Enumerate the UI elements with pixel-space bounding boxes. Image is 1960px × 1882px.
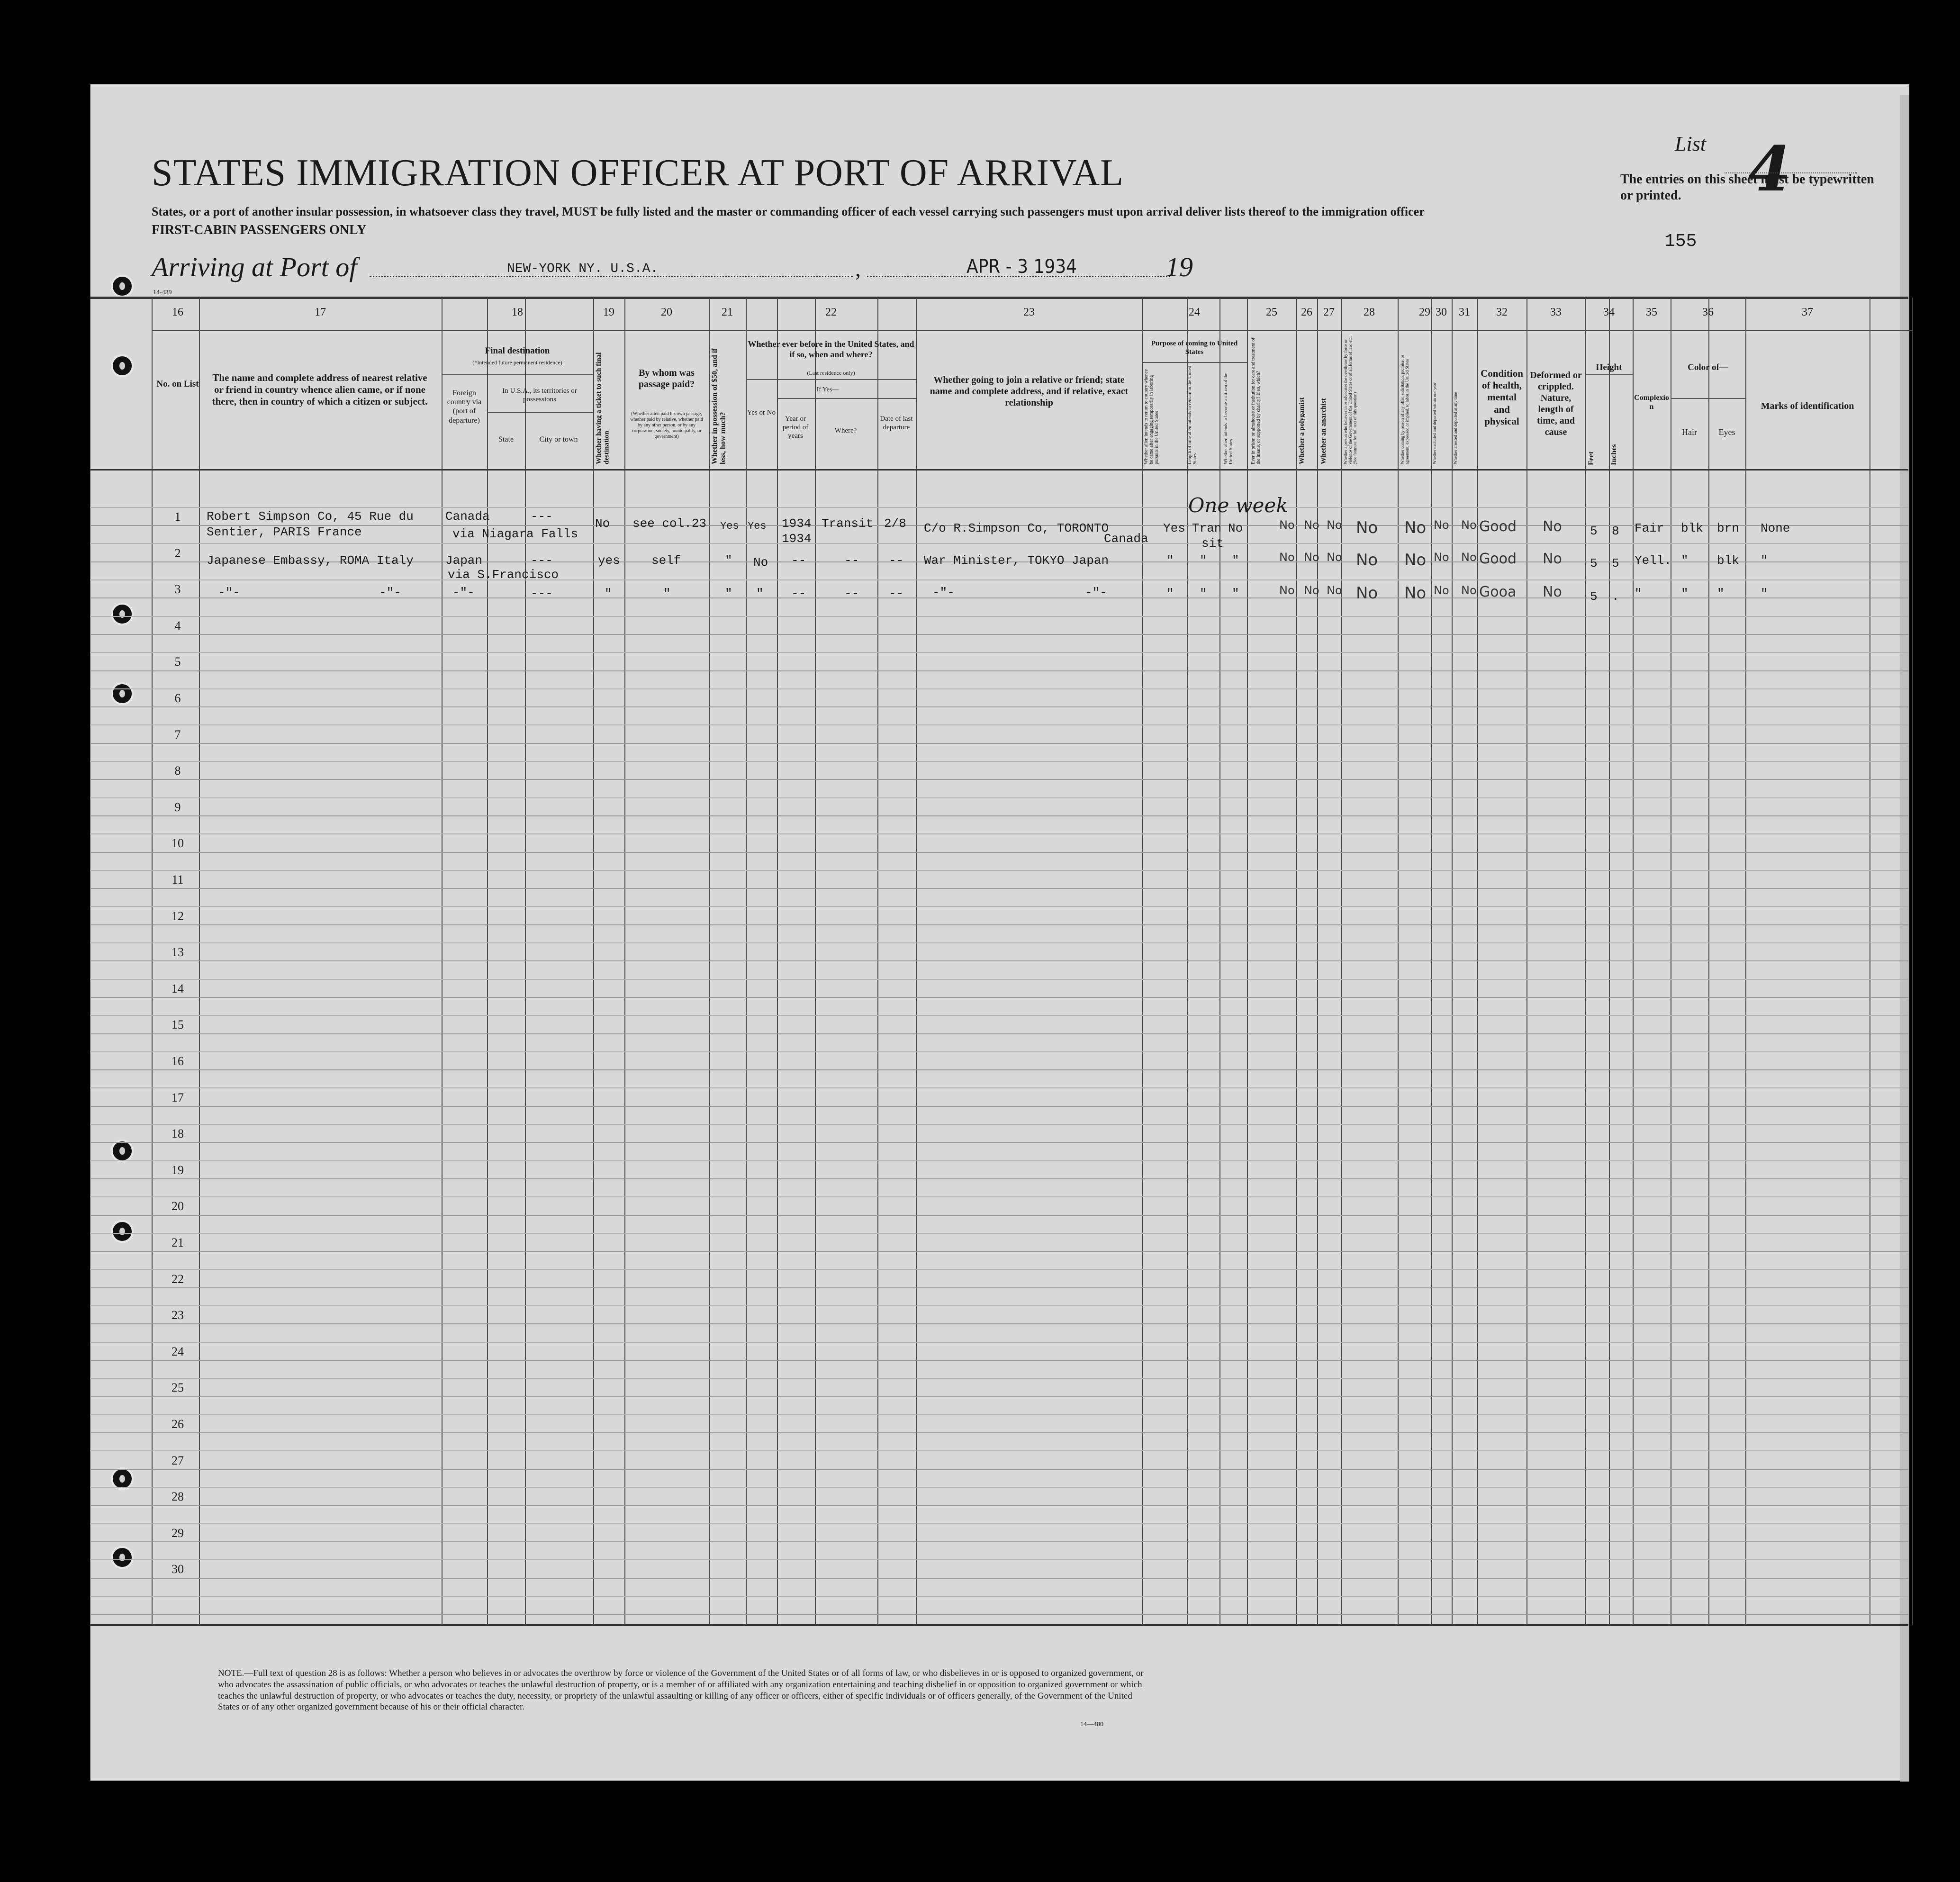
header-final-destination-note: (*Intended future permanent residence) <box>472 359 562 366</box>
row3-relative: -"- <box>218 586 240 600</box>
row-rule <box>90 960 1908 961</box>
row-rule <box>90 543 1908 544</box>
subheader-rule <box>1142 362 1247 363</box>
header-state: State <box>498 435 514 443</box>
row3-health: Gooa <box>1479 584 1517 600</box>
colnum: 28 <box>1364 306 1375 318</box>
header-feet: Feet <box>1587 451 1595 465</box>
date-stamp: APR - 3 1934 <box>966 256 1077 278</box>
row2-where: -- <box>844 553 859 568</box>
row-rule <box>90 1323 1908 1324</box>
row1-c27: No <box>1327 518 1342 532</box>
row-rule <box>90 634 1908 635</box>
row1-hair: blk <box>1681 521 1703 535</box>
row-number: 2 <box>174 546 181 560</box>
row2-foreign: Japan <box>445 553 483 568</box>
row-number: 14 <box>172 981 184 995</box>
subheader-rule <box>746 379 916 380</box>
header-anarchist: Whether an anarchist <box>1320 398 1328 464</box>
row-rule <box>90 870 1908 871</box>
row1-join: C/o R.Simpson Co, TORONTO <box>924 521 1109 535</box>
row-number: 15 <box>172 1018 184 1032</box>
row-number: 19 <box>172 1163 184 1177</box>
header-join-relative: Whether going to join a relative or friend; state name and complete address, and if relative, exact relationship <box>930 375 1129 408</box>
row2-passage: self <box>651 553 681 568</box>
binder-hole <box>111 603 134 625</box>
row1-c31: No <box>1461 518 1477 532</box>
row-rule <box>90 652 1908 653</box>
header-complexion: Complexion <box>1634 394 1669 411</box>
list-number: 4 <box>1748 133 1791 205</box>
row-rule <box>90 579 1908 580</box>
row-number: 8 <box>174 764 181 778</box>
passenger-class: FIRST-CABIN PASSENGERS ONLY <box>152 223 367 237</box>
row1-c25: No <box>1279 518 1295 532</box>
row2-eyes: blk <box>1717 553 1739 568</box>
row-rule <box>90 1360 1908 1361</box>
row3-money: " <box>725 587 732 601</box>
header-arrested: Whether arrested and deported at any time <box>1453 392 1458 464</box>
row1-relative-line2: Sentier, PARIS France <box>207 525 362 539</box>
colnum: 30 <box>1436 306 1447 318</box>
row-rule <box>90 1033 1908 1034</box>
row2-health: Good <box>1479 551 1517 567</box>
row-rule <box>90 616 1908 617</box>
binder-hole <box>111 354 134 377</box>
row-rule <box>90 1414 1908 1415</box>
header-deformed: Deformed or crippled. Nature, length of time, and cause <box>1530 370 1582 437</box>
header-purpose-citizen: Whether alien intends to become a citizen of the United States <box>1223 372 1234 464</box>
row1-purpose-handwritten: One week <box>1188 494 1288 517</box>
row1-eyes: brn <box>1717 521 1739 535</box>
header-eyes: Eyes <box>1718 427 1735 437</box>
header-bottom-rule <box>90 469 1908 470</box>
row-number: 18 <box>172 1127 184 1141</box>
row3-purpose-citizen: " <box>1232 587 1239 601</box>
row3-ticket: " <box>605 587 612 601</box>
row3-join-ditto: -"- <box>1085 586 1107 600</box>
row-rule <box>90 1106 1908 1107</box>
row-number: 29 <box>172 1526 184 1540</box>
page-number: 155 <box>1664 231 1697 252</box>
row-rule <box>90 979 1908 980</box>
row-number: 1 <box>174 510 181 524</box>
row3-purpose-return: " <box>1166 587 1174 601</box>
row-rule <box>90 670 1908 671</box>
row-rule <box>90 942 1908 943</box>
row3-year: -- <box>791 587 806 601</box>
colnum: 20 <box>661 306 672 318</box>
row1-inches: 8 <box>1612 524 1619 538</box>
row2-c29: No <box>1404 551 1427 570</box>
row2-complexion: Yell. <box>1635 553 1672 568</box>
row2-c25: No <box>1279 551 1295 564</box>
row-number: 11 <box>172 873 184 887</box>
row-number: 17 <box>172 1090 184 1104</box>
list-label: List <box>1675 132 1707 155</box>
table-top-rule <box>90 297 1908 299</box>
header-year: Year or period of years <box>782 415 809 440</box>
row-rule <box>90 1559 1908 1560</box>
row-rule <box>90 1578 1908 1579</box>
row-rule <box>90 1541 1908 1542</box>
row1-marks: None <box>1761 521 1790 535</box>
row-rule <box>90 1269 1908 1270</box>
header-passage-note: (Whether alien paid his own passage, whether paid by relative, whether paid by any other person, or by any corporation, society, municipality, or government) <box>630 411 703 439</box>
colnum: 31 <box>1459 306 1470 318</box>
row-number: 30 <box>172 1562 184 1576</box>
row3-join: -"- <box>932 586 955 600</box>
header-ticket: Whether having a ticket to such final destination <box>595 352 611 464</box>
row1-join-line2: Canada <box>1104 532 1148 546</box>
header-city: City or town <box>539 435 578 443</box>
row-number: 22 <box>172 1272 184 1286</box>
header-overthrow: Whether a person who believes in or advocates the overthrow by force or violence of the Government of the United States or of all forms of law, etc. (See footnote for full text of this question) <box>1343 336 1357 464</box>
header-labor-offer: Whether coming by reason of any offer, solicitation, promise, or agreement, expressed or implied, to labor in the United States <box>1400 354 1409 464</box>
page-subtitle: States, or a port of another insular possession, in whatsoever class they travel, MUST be fully listed and the master or commanding officer of each vessel carrying such passengers must upon arrival deliver lists thereof to the immigration officer <box>152 205 1425 218</box>
row-number: 26 <box>172 1417 184 1431</box>
row3-eyes: " <box>1717 587 1725 601</box>
colnum: 34 <box>1603 306 1615 318</box>
row2-feet: 5 <box>1590 556 1598 570</box>
header-money: Whether in possession of $50, and if less, how much? <box>711 348 727 464</box>
row-rule <box>90 761 1908 762</box>
row-rule <box>90 1287 1908 1288</box>
row-rule <box>90 1124 1908 1125</box>
row-number: 6 <box>174 691 181 705</box>
row-rule <box>90 1051 1908 1052</box>
column-divider <box>1912 298 1913 1625</box>
colnum: 18 <box>512 306 523 318</box>
row1-year: 1934 <box>782 516 812 531</box>
row3-city: --- <box>531 587 553 601</box>
header-purpose-return: Whether alien intends to return to country whence he came after engaging temporarily in laboring pursuits in the United States <box>1144 369 1159 464</box>
row2-c30: No <box>1434 551 1449 564</box>
footnote: NOTE.—Full text of question 28 is as follows: Whether a person who believes in or advocates the overthrow by force or violence of the Government of the United States or of all forms of law, or who disbelieves in or is opposed to organized government, or who advocates the assassination of public officials, or who advocates or teaches the unlawful destruction of property, or is a member of or affiliated with any organization entertaining and teaching disbelief in or opposition to organized government or which teaches the unlawful destruction of property, or who advocates or teaches the duty, necessity, or propriety of the unlawful assaulting or killing of any officer or officers, either of specific individuals or of officers generally, of the Government of the United States or of any other organized government because of his or their official character. <box>218 1668 1144 1712</box>
row1-purpose-return: Yes <box>1163 521 1185 535</box>
header-no-on-list: No. on List <box>156 379 199 389</box>
year-prefix: 19 <box>1165 252 1193 282</box>
row1-purpose-length-line2: sit <box>1201 536 1224 551</box>
row-rule <box>90 706 1908 707</box>
row2-marks: " <box>1761 553 1768 568</box>
row-rule <box>90 1196 1908 1197</box>
colnum: 27 <box>1323 306 1335 318</box>
row-rule <box>90 1087 1908 1088</box>
subheader-rule <box>442 374 593 375</box>
row1-c30: No <box>1434 518 1449 532</box>
subheader-rule <box>1671 398 1745 399</box>
row-rule <box>90 1396 1908 1397</box>
row3-deformed: No <box>1543 584 1562 600</box>
row-rule <box>90 1215 1908 1216</box>
row-rule <box>90 1614 1908 1615</box>
row-rule <box>90 833 1908 834</box>
header-marks: Marks of identification <box>1761 401 1854 411</box>
row-number: 23 <box>172 1308 184 1322</box>
row2-ticket: yes <box>598 553 620 568</box>
header-hair: Hair <box>1682 427 1697 437</box>
row3-before: " <box>756 587 764 601</box>
row1-c26: No <box>1304 518 1319 532</box>
row-rule <box>90 688 1908 689</box>
row-rule <box>90 743 1908 744</box>
row2-purpose-length: " <box>1200 553 1207 568</box>
row-rule <box>90 1432 1908 1433</box>
row-rule <box>90 1178 1908 1179</box>
row3-c26: No <box>1304 584 1319 597</box>
row2-money: " <box>725 553 732 568</box>
row-number: 7 <box>174 727 181 742</box>
row-number: 4 <box>174 618 181 633</box>
row2-inches: 5 <box>1612 556 1619 570</box>
page-title: STATES IMMIGRATION OFFICER AT PORT OF ARRIVAL <box>152 152 1124 194</box>
row-rule <box>90 1015 1908 1016</box>
row-number: 16 <box>172 1054 184 1068</box>
row1-year-line2: 1934 <box>782 532 812 546</box>
row3-complexion: " <box>1635 587 1642 601</box>
row1-health: Good <box>1479 518 1517 535</box>
row3-marks: " <box>1761 587 1768 601</box>
colnum: 21 <box>722 306 733 318</box>
row3-hair: " <box>1681 587 1689 601</box>
colnum: 29 <box>1419 306 1430 318</box>
row-number: 5 <box>174 655 181 669</box>
header-passage-paid: By whom was passage paid? <box>638 368 695 389</box>
row1-ticket: No <box>595 516 610 531</box>
footer-code: 14—480 <box>1080 1721 1103 1728</box>
row1-c28: No <box>1356 518 1378 537</box>
row2-year: -- <box>791 553 806 568</box>
row-number: 3 <box>174 582 181 597</box>
row1-purpose-length: Tran <box>1192 521 1222 535</box>
colnum: 23 <box>1023 306 1035 318</box>
colnum-rule <box>152 330 1912 331</box>
row-rule <box>90 906 1908 907</box>
row1-c29: No <box>1404 518 1427 537</box>
row2-purpose-return: " <box>1166 553 1174 568</box>
subheader-rule <box>487 412 593 413</box>
row2-c31: No <box>1461 551 1477 564</box>
row-number: 20 <box>172 1199 184 1213</box>
row3-inches: . <box>1612 589 1619 604</box>
header-yes-no: Yes or No <box>747 409 776 416</box>
header-in-usa: In U.S.A., its territories or possessions <box>502 387 577 403</box>
row3-c29: No <box>1404 584 1427 603</box>
row-rule <box>90 1069 1908 1070</box>
row1-foreign: Canada <box>445 509 490 524</box>
row2-join: War Minister, TOKYO Japan <box>924 553 1109 568</box>
subheader-rule <box>1585 374 1633 375</box>
row-rule <box>90 888 1908 889</box>
row-rule <box>90 997 1908 998</box>
row-rule <box>90 1305 1908 1306</box>
row2-purpose-citizen: " <box>1232 553 1239 568</box>
header-health: Condition of health, mental and physical <box>1481 368 1523 427</box>
typewritten-instruction: The entries on this sheet must be typewritten or printed. <box>1620 172 1874 203</box>
row1-where: Transit <box>822 516 874 531</box>
row2-deformed: No <box>1543 551 1562 567</box>
row2-hair: " <box>1681 553 1689 568</box>
row2-c27: No <box>1327 551 1342 564</box>
row-rule <box>90 724 1908 725</box>
row2-c26: No <box>1304 551 1319 564</box>
header-polygamist: Whether a polygamist <box>1298 397 1306 464</box>
colnum: 33 <box>1550 306 1562 318</box>
header-foreign-country: Foreign country via (port of departure) <box>447 389 482 425</box>
binder-hole <box>111 1546 134 1569</box>
row1-money: Yes <box>720 520 739 532</box>
row1-departure: 2/8 <box>884 516 906 531</box>
port-value: NEW-YORK NY. U.S.A. <box>507 262 659 276</box>
header-prison: Ever in prison or almshouse or institution for care and treatment of the insane, or supported by charity? If so, which? <box>1251 337 1261 464</box>
row-number: 28 <box>172 1490 184 1504</box>
row3-c31: No <box>1461 584 1477 597</box>
row3-passage: " <box>663 587 671 601</box>
colnum: 26 <box>1301 306 1312 318</box>
row-rule <box>90 1251 1908 1252</box>
binder-hole <box>111 682 134 705</box>
manifest-sheet <box>90 84 1909 1781</box>
row3-c25: No <box>1279 584 1295 597</box>
row-number: 9 <box>174 800 181 814</box>
colnum: 17 <box>315 306 326 318</box>
header-height: Height <box>1596 362 1622 372</box>
header-where: Where? <box>834 427 857 434</box>
row1-deformed: No <box>1543 518 1562 535</box>
header-if-yes: If Yes— <box>816 386 839 393</box>
row-rule <box>90 1342 1908 1343</box>
row-rule <box>90 1487 1908 1488</box>
row-rule <box>90 924 1908 925</box>
header-purpose-length: Length of time alien intends to remain in the United States <box>1187 365 1198 464</box>
row3-purpose-length: " <box>1200 587 1207 601</box>
row-rule <box>90 1505 1908 1506</box>
row2-c28: No <box>1356 551 1378 570</box>
colnum: 25 <box>1266 306 1277 318</box>
row-rule <box>90 1450 1908 1451</box>
row3-c27: No <box>1327 584 1342 597</box>
row3-feet: 5 <box>1590 589 1598 604</box>
row-number: 12 <box>172 909 184 923</box>
row-number: 21 <box>172 1236 184 1249</box>
row-rule <box>90 1596 1908 1597</box>
row-number: 27 <box>172 1453 184 1467</box>
header-last-departure: Date of last departure <box>880 415 913 431</box>
row3-c30: No <box>1434 584 1449 597</box>
binder-hole <box>111 275 134 298</box>
binder-hole <box>111 1220 134 1243</box>
arriving-label: Arriving at Port of <box>152 252 357 282</box>
row-rule <box>90 1378 1908 1379</box>
row-number: 24 <box>172 1344 184 1358</box>
row-rule <box>90 507 1908 508</box>
row1-foreign-via: via Niagara Falls <box>452 527 578 541</box>
row1-relative: Robert Simpson Co, 45 Rue du <box>207 509 414 524</box>
row1-feet: 5 <box>1590 524 1598 538</box>
form-code: 14-439 <box>153 289 172 296</box>
row1-city: --- <box>531 509 553 524</box>
row-rule <box>90 815 1908 816</box>
colnum: 19 <box>603 306 614 318</box>
row1-before: Yes <box>748 520 767 532</box>
row-number: 10 <box>172 836 184 851</box>
colnum: 36 <box>1702 306 1714 318</box>
row1-purpose-citizen: No <box>1228 521 1243 535</box>
row2-departure: -- <box>889 553 904 568</box>
row2-before: No <box>753 555 768 570</box>
colnum: 35 <box>1646 306 1657 318</box>
row-rule <box>90 1142 1908 1143</box>
row3-departure: -- <box>889 587 904 601</box>
colnum: 32 <box>1496 306 1508 318</box>
row-rule <box>90 852 1908 853</box>
row3-relative-ditto: -"- <box>379 586 401 600</box>
header-final-destination: Final destination <box>485 346 550 356</box>
header-excluded: Whether excluded and deported within one year <box>1432 382 1437 464</box>
colnum: 16 <box>172 306 183 318</box>
colnum: 22 <box>825 306 837 318</box>
comma: , <box>855 256 861 281</box>
row3-c28: No <box>1356 584 1378 603</box>
row1-passage: see col.23 <box>632 516 707 531</box>
row-rule <box>90 779 1908 780</box>
row-number: 13 <box>172 945 184 959</box>
colnum: 37 <box>1802 306 1813 318</box>
sheet-edge <box>1900 95 1909 1782</box>
header-last-residence: (Last residence only) <box>807 370 855 376</box>
colnum: 24 <box>1189 306 1200 318</box>
row-rule <box>90 1469 1908 1470</box>
row1-complexion: Fair <box>1635 521 1664 535</box>
header-inches: Inches <box>1610 444 1618 465</box>
row2-relative: Japanese Embassy, ROMA Italy <box>207 553 414 568</box>
header-before-in-us: Whether ever before in the United States, and if so, when and where? <box>748 339 914 359</box>
row-rule <box>90 1160 1908 1161</box>
row-rule <box>90 1233 1908 1234</box>
row-rule <box>90 797 1908 798</box>
row2-foreign-via: via S.Francisco <box>448 568 559 582</box>
table-bottom-rule <box>90 1624 1908 1626</box>
header-purpose: Purpose of coming to United States <box>1151 340 1238 356</box>
row3-foreign: -"- <box>452 586 475 600</box>
row3-where: -- <box>844 587 859 601</box>
row2-city: --- <box>531 553 553 568</box>
row-number: 25 <box>172 1381 184 1395</box>
subheader-rule <box>777 398 916 399</box>
header-color: Color of— <box>1688 362 1728 372</box>
row-rule <box>90 1523 1908 1524</box>
header-nearest-relative: The name and complete address of nearest relative or friend in country whence alien came, or if none there, then in country of which a citizen or subject. <box>212 372 428 407</box>
